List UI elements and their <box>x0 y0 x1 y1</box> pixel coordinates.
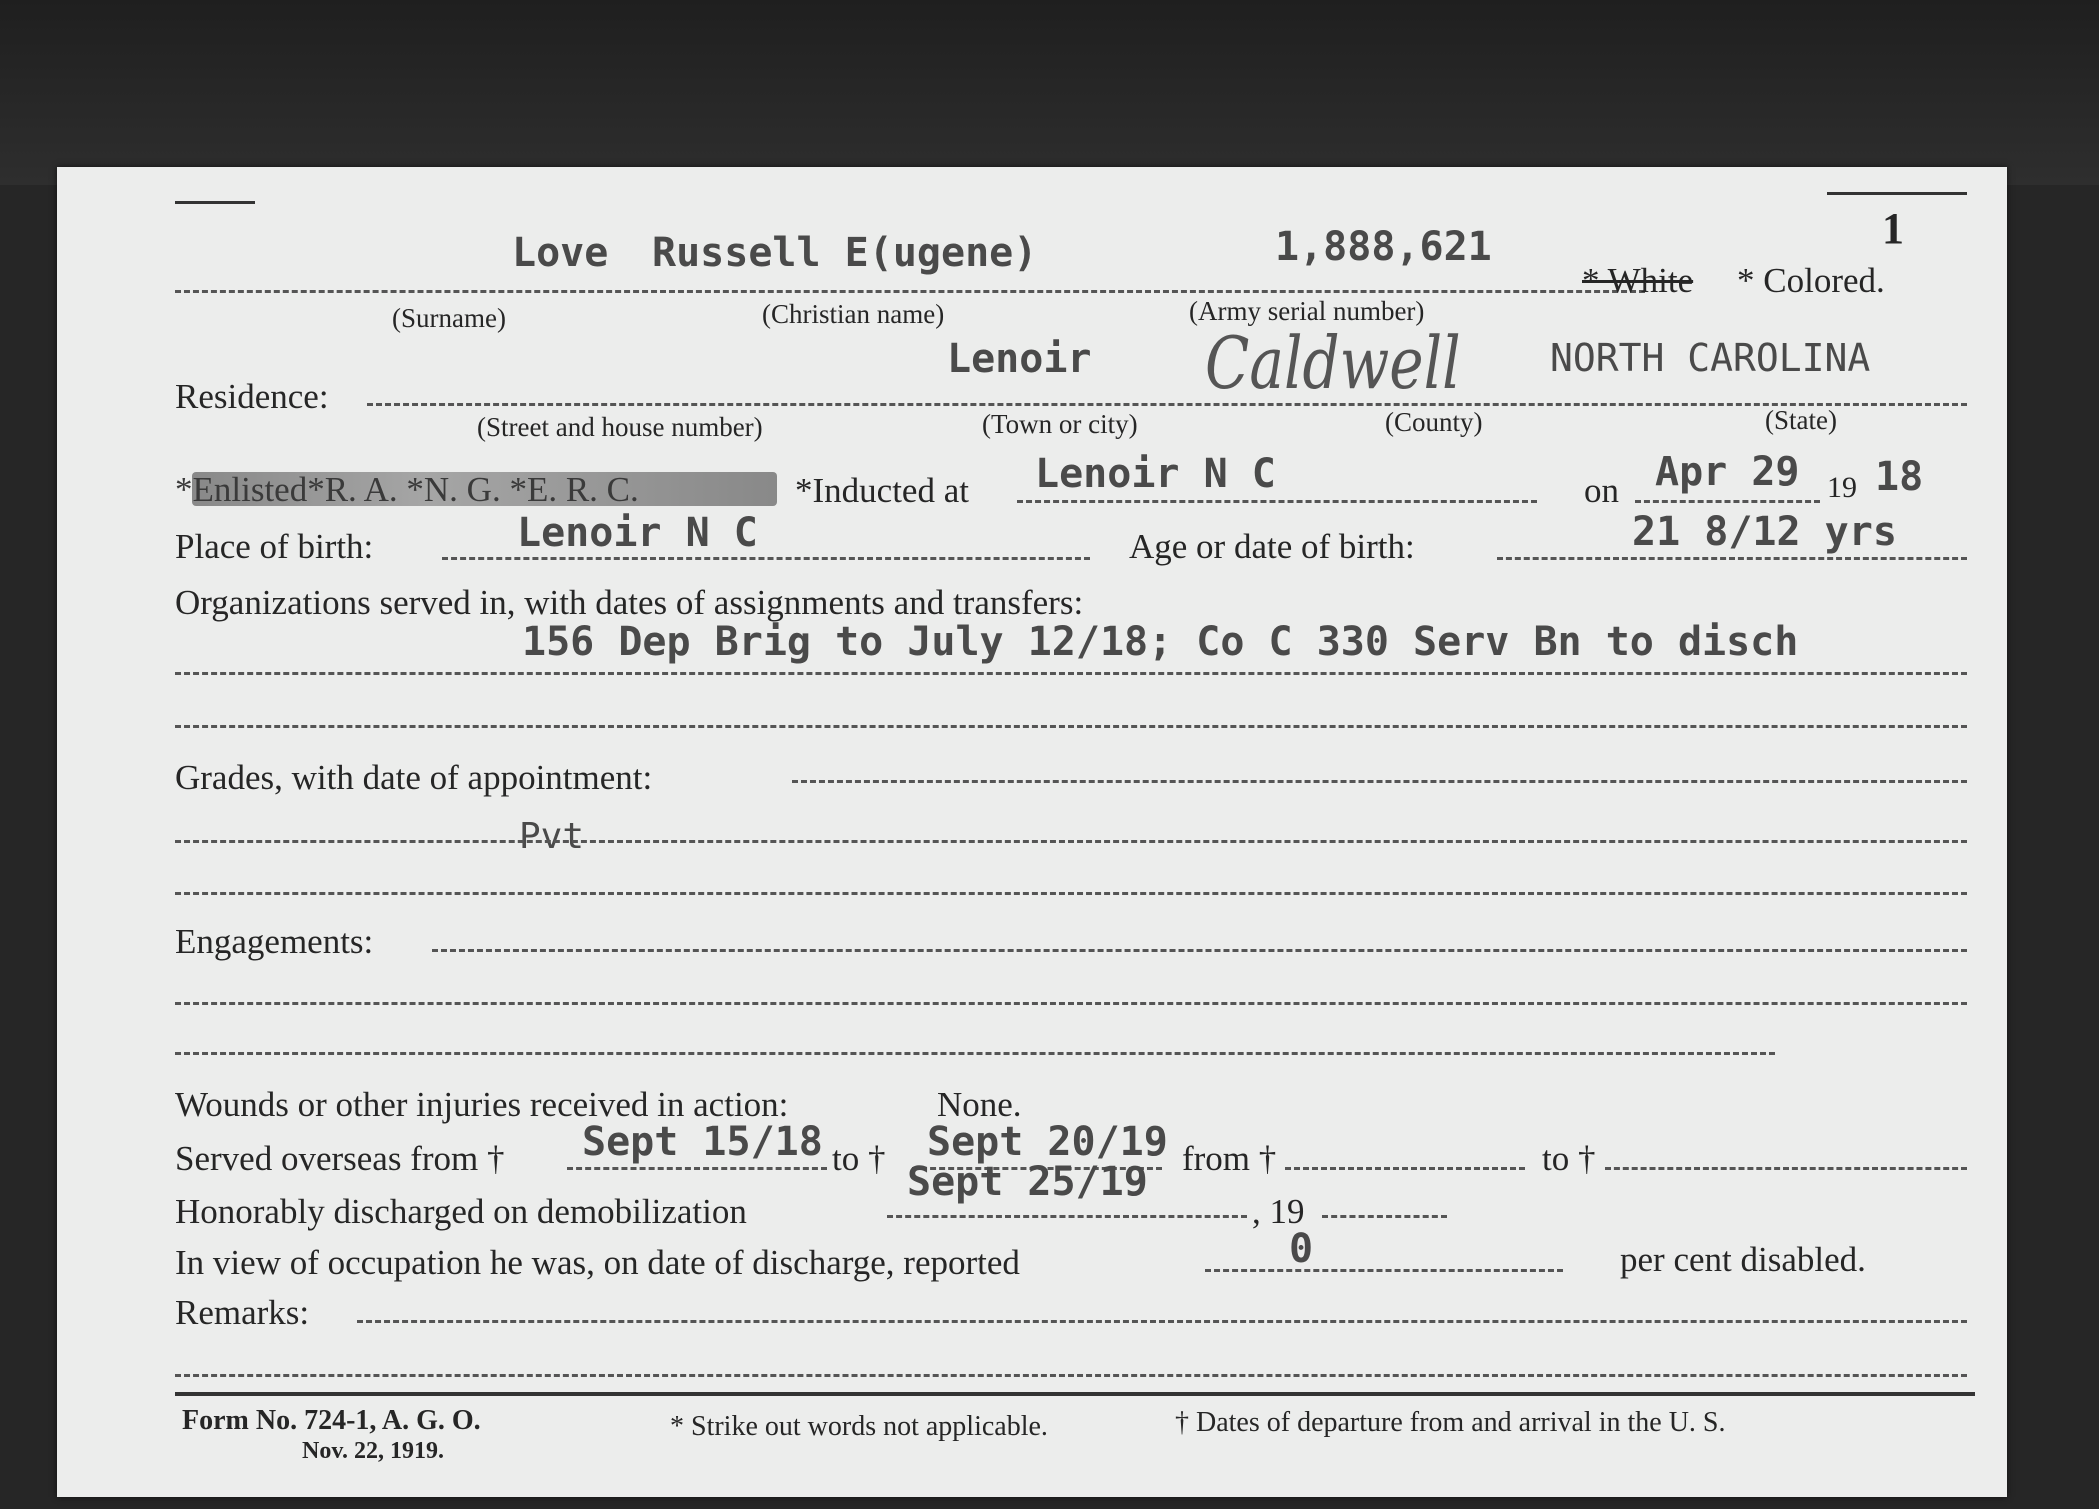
overseas-from-label-2: from † <box>1182 1139 1277 1178</box>
organizations-line-2 <box>175 725 1967 728</box>
dates-note: † Dates of departure from and arrival in the U. S. <box>1175 1407 1726 1438</box>
label-surname: (Surname) <box>392 303 506 333</box>
disability-label: In view of occupation he was, on date of discharge, reported <box>175 1243 1020 1282</box>
wounds-value: None. <box>937 1085 1022 1124</box>
discharge-date-value: Sept 25/19 <box>907 1159 1148 1205</box>
birthplace-label: Place of birth: <box>175 527 374 566</box>
birthplace-line <box>442 557 1090 560</box>
inducted-label: *Inducted at <box>795 471 969 510</box>
discharged-label: Honorably discharged on demobilization <box>175 1192 747 1231</box>
age-value: 21 8/12 yrs <box>1632 509 1897 555</box>
background-top <box>0 0 2099 185</box>
label-state: (State) <box>1765 405 1837 435</box>
label-town: (Town or city) <box>982 409 1138 439</box>
inducted-line <box>1017 500 1537 503</box>
state-value: NORTH CAROLINA <box>1550 336 1871 380</box>
on-label: on <box>1584 471 1619 510</box>
strike-note: * Strike out words not applicable. <box>670 1411 1048 1442</box>
overseas-to-value: Sept 20/19 <box>927 1119 1168 1165</box>
year-prefix: 19 <box>1827 471 1857 504</box>
induction-date-value: Apr 29 <box>1655 449 1800 495</box>
label-christian-name: (Christian name) <box>762 299 945 329</box>
age-line <box>1497 557 1967 560</box>
inducted-at-value: Lenoir N C <box>1035 451 1276 497</box>
overseas-label: Served overseas from † <box>175 1139 505 1178</box>
race-colored: * Colored. <box>1737 261 1885 300</box>
residence-line <box>367 403 1967 406</box>
serial-number-value: 1,888,621 <box>1275 224 1492 270</box>
service-record-card <box>57 167 2007 1497</box>
remarks-label: Remarks: <box>175 1293 310 1332</box>
christian-name-value: Russell E(ugene) <box>652 230 1038 276</box>
wounds-label: Wounds or other injuries received in action: <box>175 1085 789 1124</box>
engagements-line-3 <box>175 1052 1775 1055</box>
induction-year-value: 18 <box>1875 454 1924 500</box>
disability-value: 0 <box>1289 1226 1314 1272</box>
discharge-year-line <box>1322 1215 1447 1218</box>
race-white: * White <box>1582 261 1694 300</box>
form-number: Form No. 724-1, A. G. O. <box>182 1405 481 1436</box>
organizations-label: Organizations served in, with dates of assignments and transfers: <box>175 583 1084 622</box>
grades-label: Grades, with date of appointment: <box>175 758 653 797</box>
grade-value: Pvt <box>519 816 585 857</box>
overseas-to-line-2 <box>1605 1167 1967 1170</box>
top-rule <box>175 201 255 204</box>
overseas-from-value: Sept 15/18 <box>582 1119 823 1165</box>
county-value: Caldwell <box>1205 320 1461 406</box>
grades-line-2 <box>175 840 1967 843</box>
age-label: Age or date of birth: <box>1129 527 1415 566</box>
remarks-line-2 <box>175 1374 1967 1377</box>
label-street: (Street and house number) <box>477 412 763 442</box>
engagements-line-1 <box>432 949 1967 952</box>
name-line <box>175 290 1645 293</box>
enlisted-struck-text: *Enlisted*R. A. *N. G. *E. R. C. <box>175 470 639 509</box>
overseas-to-label: to † <box>832 1139 886 1178</box>
organizations-line-1 <box>175 672 1967 675</box>
label-serial-number: (Army serial number) <box>1189 296 1425 326</box>
organizations-value: 156 Dep Brig to July 12/18; Co C 330 Serv Bn to disch <box>522 619 1799 665</box>
overseas-from-line-2 <box>1285 1167 1525 1170</box>
overseas-from-line <box>567 1167 827 1170</box>
surname-value: Love <box>512 230 609 276</box>
discharge-year-label: , 19 <box>1252 1192 1305 1231</box>
residence-label: Residence: <box>175 377 329 416</box>
grades-line-3 <box>175 892 1967 895</box>
disability-suffix: per cent disabled. <box>1620 1240 1866 1279</box>
engagements-line-2 <box>175 1002 1967 1005</box>
disability-line <box>1205 1269 1563 1272</box>
overseas-to-label-2: to † <box>1542 1139 1596 1178</box>
footer-rule <box>175 1392 1975 1396</box>
card-number: 1 <box>1882 204 1904 253</box>
grades-line-1 <box>792 780 1967 783</box>
top-right-rule <box>1827 192 1967 195</box>
town-value: Lenoir <box>947 336 1092 382</box>
remarks-line-1 <box>357 1320 1967 1323</box>
induction-date-line <box>1635 500 1820 503</box>
form-date: Nov. 22, 1919. <box>302 1438 445 1464</box>
discharge-date-line <box>887 1215 1247 1218</box>
label-county: (County) <box>1385 407 1483 437</box>
birthplace-value: Lenoir N C <box>517 510 758 556</box>
engagements-label: Engagements: <box>175 922 374 961</box>
